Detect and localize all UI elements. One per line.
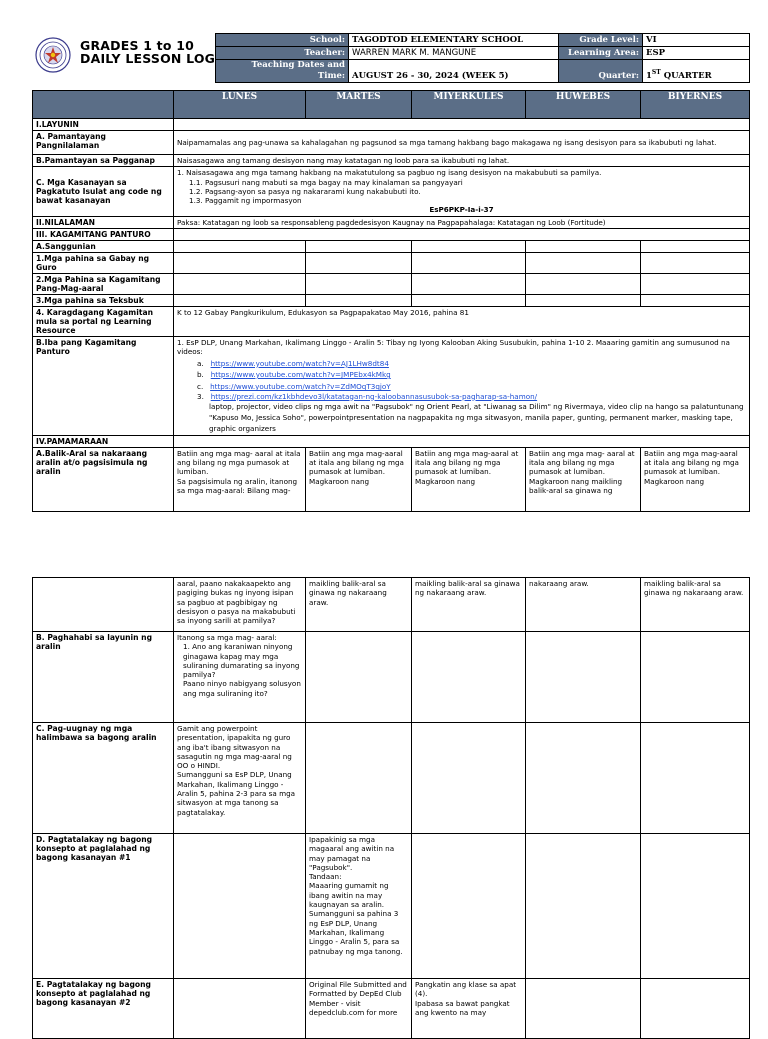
day-header-biyernes: BIYERNES <box>641 91 750 119</box>
pagtatalakay-1-label: D. Pagtatalakay ng bagong konsepto at paglalahad ng bagong kasanayan #1 <box>33 834 174 979</box>
paghahabi-intro: Itanong sa mga mag- aaral: <box>177 633 277 642</box>
dates-value: AUGUST 26 - 30, 2024 (WEEK 5) <box>349 60 559 83</box>
pamantayang-pangnilalaman-text: Naipamamalas ang pag-unawa sa kahalagahan ng pagsunod sa mga tamang hakbang bago makagawa ng isang desisyon para sa ikabubuti ng lahat. <box>174 131 750 155</box>
teksbuk-label: 3.Mga pahina sa Teksbuk <box>33 295 174 307</box>
gabay-guro-label: 1.Mga pahina sa Gabay ng Guro <box>33 253 174 274</box>
cell <box>641 241 750 253</box>
cell <box>526 979 641 1039</box>
school-value: TAGODTOD ELEMENTARY SCHOOL <box>349 34 559 47</box>
school-label: School: <box>216 34 349 47</box>
quarter-text: QUARTER <box>660 71 712 81</box>
cell <box>174 295 306 307</box>
balik-aral-huwebes: Batiin ang mga mag- aaral at itala ang bilang ng mga pumasok at lumiban. Magkaroon nang maikling balik-aral sa ginawa ng <box>526 447 641 511</box>
cell <box>306 632 412 723</box>
day-header-lunes: LUNES <box>174 91 306 119</box>
quarter-suffix: ST <box>651 69 661 77</box>
cell <box>641 253 750 274</box>
cell <box>412 253 526 274</box>
title-line2: DAILY LESSON LOG <box>80 51 216 66</box>
layunin-blank <box>174 119 750 131</box>
lesson-grid-page1 <box>32 90 749 512</box>
cell <box>526 723 641 834</box>
pag-uugnay-label: C. Pag-uugnay ng mga halimbawa sa bagong aralin <box>33 723 174 834</box>
cell <box>306 295 412 307</box>
kasanayan-item: 1.3. Paggamit ng impormasyon <box>189 196 302 206</box>
cell <box>526 253 641 274</box>
continued-biyernes: maikling balik-aral sa ginawa ng nakaraang araw. <box>641 578 750 632</box>
link-marker: a. <box>197 358 204 368</box>
header-info-table <box>215 33 750 83</box>
continued-martes: maikling balik-aral sa ginawa ng nakaraang araw. <box>306 578 412 632</box>
pag-uugnay-lunes: Gamit ang powerpoint presentation, ipapakita ng guro ang iba't ibang sitwasyon na sasagutin ng mga mag-aaral ng OO o HINDI. Sumangguni sa EsP DLP, Unang Markahan, Ikalimang Linggo - Aralin 5, pahina 2-3 para sa mga sitwasyon at mga tanong sa pagtatalakay. <box>174 723 306 834</box>
kasanayan-item: 1. Naisasagawa ang mga tamang hakbang na makatutulong sa pagbuo ng isang desisyon na makabubuti sa pamilya. <box>177 168 602 178</box>
kasanayan-item: 1.1. Pagsusuri nang mabuti sa mga bagay na may kinalaman sa pangyayari <box>189 177 463 187</box>
quarter-label: Quarter: <box>559 60 643 83</box>
continued-label-blank <box>33 578 174 632</box>
dates-label-line2: Time: <box>317 71 345 81</box>
materials-list: laptop, projector, video clips ng mga awit na "Pagsubok" ng Orient Pearl, at "Liwanag sa Dilim" ng Rivermaya, video clip na hango sa palatuntunang "Kapuso Mo, Jessica Soho", powerpointpresentation na nagpapakita ng mga sitwasyon, manila paper, gunting, permanent marker, masking tape, graphic organizers <box>209 401 744 433</box>
nilalaman-label: II.NILALAMAN <box>33 216 174 228</box>
pagtatalakay-2-martes: Original File Submitted and Formatted by DepEd Club Member - visit depedclub.com for more <box>306 979 412 1039</box>
cell <box>641 274 750 295</box>
video-link-row <box>177 392 746 401</box>
link-marker: 3. <box>197 391 204 401</box>
teacher-label: Teacher: <box>216 47 349 60</box>
grade-value: VI <box>643 34 750 47</box>
video-link[interactable]: https://www.youtube.com/watch?v=AJ1LHw8dt84 <box>210 358 389 368</box>
day-header-martes: MARTES <box>306 91 412 119</box>
teacher-value: WARREN MARK M. MANGUNE <box>349 47 559 60</box>
lesson-grid-page2 <box>32 577 749 1039</box>
lesson-table <box>32 90 750 512</box>
title-line1: GRADES 1 to 10 <box>80 38 194 53</box>
cell <box>412 295 526 307</box>
cell <box>526 274 641 295</box>
karagdagang-kagamitan-text: K to 12 Gabay Pangkurikulum, Edukasyon sa Pagpapakatao May 2016, pahina 81 <box>174 307 750 337</box>
cell <box>174 979 306 1039</box>
pamamaraan-blank <box>174 435 750 447</box>
layunin-heading: I.LAYUNIN <box>33 119 174 131</box>
cell <box>526 295 641 307</box>
cell <box>306 253 412 274</box>
competency-code: EsP6PKP-Ia-i-37 <box>429 205 494 215</box>
corner-cell <box>33 91 174 119</box>
iba-pang-kagamitan-label: B.Iba pang Kagamitang Panturo <box>33 337 174 436</box>
karagdagang-kagamitan-label: 4. Karagdagang Kagamitan mula sa portal ng Learning Resource <box>33 307 174 337</box>
video-link[interactable]: https://www.youtube.com/watch?v=JMPEbx4kMkg <box>210 369 391 379</box>
cell <box>412 241 526 253</box>
pamantayang-pangnilalaman-label: A. Pamantayang Pangnilalaman <box>33 131 174 155</box>
dates-label-line1: Teaching Dates and <box>251 60 345 70</box>
continued-miyerkules: maikling balik-aral sa ginawa ng nakaraang araw. <box>412 578 526 632</box>
day-header-miyerkules: MIYERKULES <box>412 91 526 119</box>
cell <box>641 979 750 1039</box>
paghahabi-lunes <box>174 632 306 723</box>
pamantayan-pagganap-label: B.Pamantayan sa Pagganap <box>33 155 174 167</box>
cell <box>641 723 750 834</box>
day-header-huwebes: HUWEBES <box>526 91 641 119</box>
area-value: ESP <box>643 47 750 60</box>
cell <box>526 241 641 253</box>
grade-label: Grade Level: <box>559 34 643 47</box>
cell <box>526 632 641 723</box>
video-link[interactable]: https://www.youtube.com/watch?v=ZdMOqT3qjoY <box>210 382 391 392</box>
video-link-row <box>177 382 746 391</box>
lesson-table-continued <box>32 577 750 1039</box>
quarter-number: 1 <box>646 71 652 81</box>
sanggunian-heading: A.Sanggunian <box>33 241 174 253</box>
kagamitan-blank <box>174 229 750 241</box>
paghahabi-question: 1. Ano ang karaniwan ninyong ginagawa kapag may mga suliraning dumarating sa inyong pamilya? Paano ninyo nabigyang solusyon ang mga suliraning ito? <box>183 642 301 698</box>
link-marker: c. <box>197 382 204 392</box>
deped-seal-icon <box>32 33 74 80</box>
balik-aral-martes: Batiin ang mga mag-aaral at itala ang bilang ng mga pumasok at lumiban. Magkaroon nang <box>306 447 412 511</box>
balik-aral-biyernes: Batiin ang mga mag-aaral at itala ang bilang ng mga pumasok at lumiban. Magkaroon nang <box>641 447 750 511</box>
cell <box>174 274 306 295</box>
continued-lunes: aaral, paano nakakaapekto ang pagiging bukas ng inyong isipan sa pagbuo at pagbibigay ng desisyon o pasya na makabubuti sa inyong sarili at pamilya? <box>174 578 306 632</box>
cell <box>174 834 306 979</box>
pagtatalakay-2-label: E. Pagtatalakay ng bagong konsepto at paglalahad ng bagong kasanayan #2 <box>33 979 174 1039</box>
cell <box>306 241 412 253</box>
cell <box>641 295 750 307</box>
video-link-row <box>177 359 746 368</box>
pagtatalakay-1-martes: Ipapakinig sa mga magaaral ang awitin na may pamagat na "Pagsubok". Tandaan: Maaaring gumamit ng ibang awitin na may kaugnayan sa aralin. Sumangguni sa pahina 3 ng EsP DLP, Unang Markahan, Ikalimang Linggo - Aralin 5, para sa patnubay ng mga tanong. <box>306 834 412 979</box>
kagamitang-mag-aaral-label: 2.Mga Pahina sa Kagamitang Pang-Mag-aaral <box>33 274 174 295</box>
pagtatalakay-2-miyerkules: Pangkatin ang klase sa apat (4). Ipabasa sa bawat pangkat ang kwento na may <box>412 979 526 1039</box>
kasanayan-text <box>174 167 750 216</box>
prezi-link[interactable]: https://prezi.com/kz1kbhdevo3l/katatagan-ng-kaloobannasusubok-sa-pagharap-sa-hamon/ <box>210 391 538 401</box>
continued-huwebes: nakaraang araw. <box>526 578 641 632</box>
dates-label <box>216 60 349 83</box>
cell <box>306 723 412 834</box>
cell <box>526 834 641 979</box>
kasanayan-label: C. Mga Kasanayan sa Pagkatuto Isulat ang code ng bawat kasanayan <box>33 167 174 216</box>
cell <box>412 834 526 979</box>
quarter-value <box>643 60 750 83</box>
lesson-log-header <box>32 33 749 80</box>
cell <box>306 274 412 295</box>
cell <box>412 723 526 834</box>
iba-intro: 1. EsP DLP, Unang Markahan, Ikalimang Linggo - Aralin 5: Tibay ng Iyong Kalooban Aking Susubukin, pahina 1-10 2. Maaaring gamitin ang sumusunod na videos: <box>177 338 730 357</box>
area-label: Learning Area: <box>559 47 643 60</box>
balik-aral-miyerkules: Batiin ang mga mag-aaral at itala ang bilang ng mga pumasok at lumiban. Magkaroon nang <box>412 447 526 511</box>
cell <box>412 632 526 723</box>
balik-aral-lunes: Batiin ang mga mag- aaral at itala ang bilang ng mga pumasok at lumiban. Sa pagsisimula ng aralin, itanong sa mga mag-aaral: Bilang mag- <box>174 447 306 511</box>
cell <box>641 834 750 979</box>
pamantayan-pagganap-text: Naisasagawa ang tamang desisyon nang may katatagan ng loob para sa ikabubuti ng lahat. <box>174 155 750 167</box>
kagamitan-heading: III. KAGAMITANG PANTURO <box>33 229 174 241</box>
balik-aral-label: A.Balik-Aral sa nakaraang aralin at/o pagsisimula ng aralin <box>33 447 174 511</box>
video-link-row <box>177 370 746 379</box>
cell <box>174 253 306 274</box>
nilalaman-text: Paksa: Katatagan ng loob sa responsableng pagdedesisyon Kaugnay na Pagpapahalaga: Katatagan ng Loob (Fortitude) <box>174 216 750 228</box>
cell <box>174 241 306 253</box>
cell <box>641 632 750 723</box>
iba-pang-kagamitan-text <box>174 337 750 436</box>
link-marker: b. <box>197 369 204 379</box>
paghahabi-label: B. Paghahabi sa layunin ng aralin <box>33 632 174 723</box>
cell <box>412 274 526 295</box>
kasanayan-item: 1.2. Pagsang-ayon sa pasya ng nakararami kung nakabubuti ito. <box>189 186 421 196</box>
pamamaraan-heading: IV.PAMAMARAAN <box>33 435 174 447</box>
log-title <box>80 39 215 65</box>
